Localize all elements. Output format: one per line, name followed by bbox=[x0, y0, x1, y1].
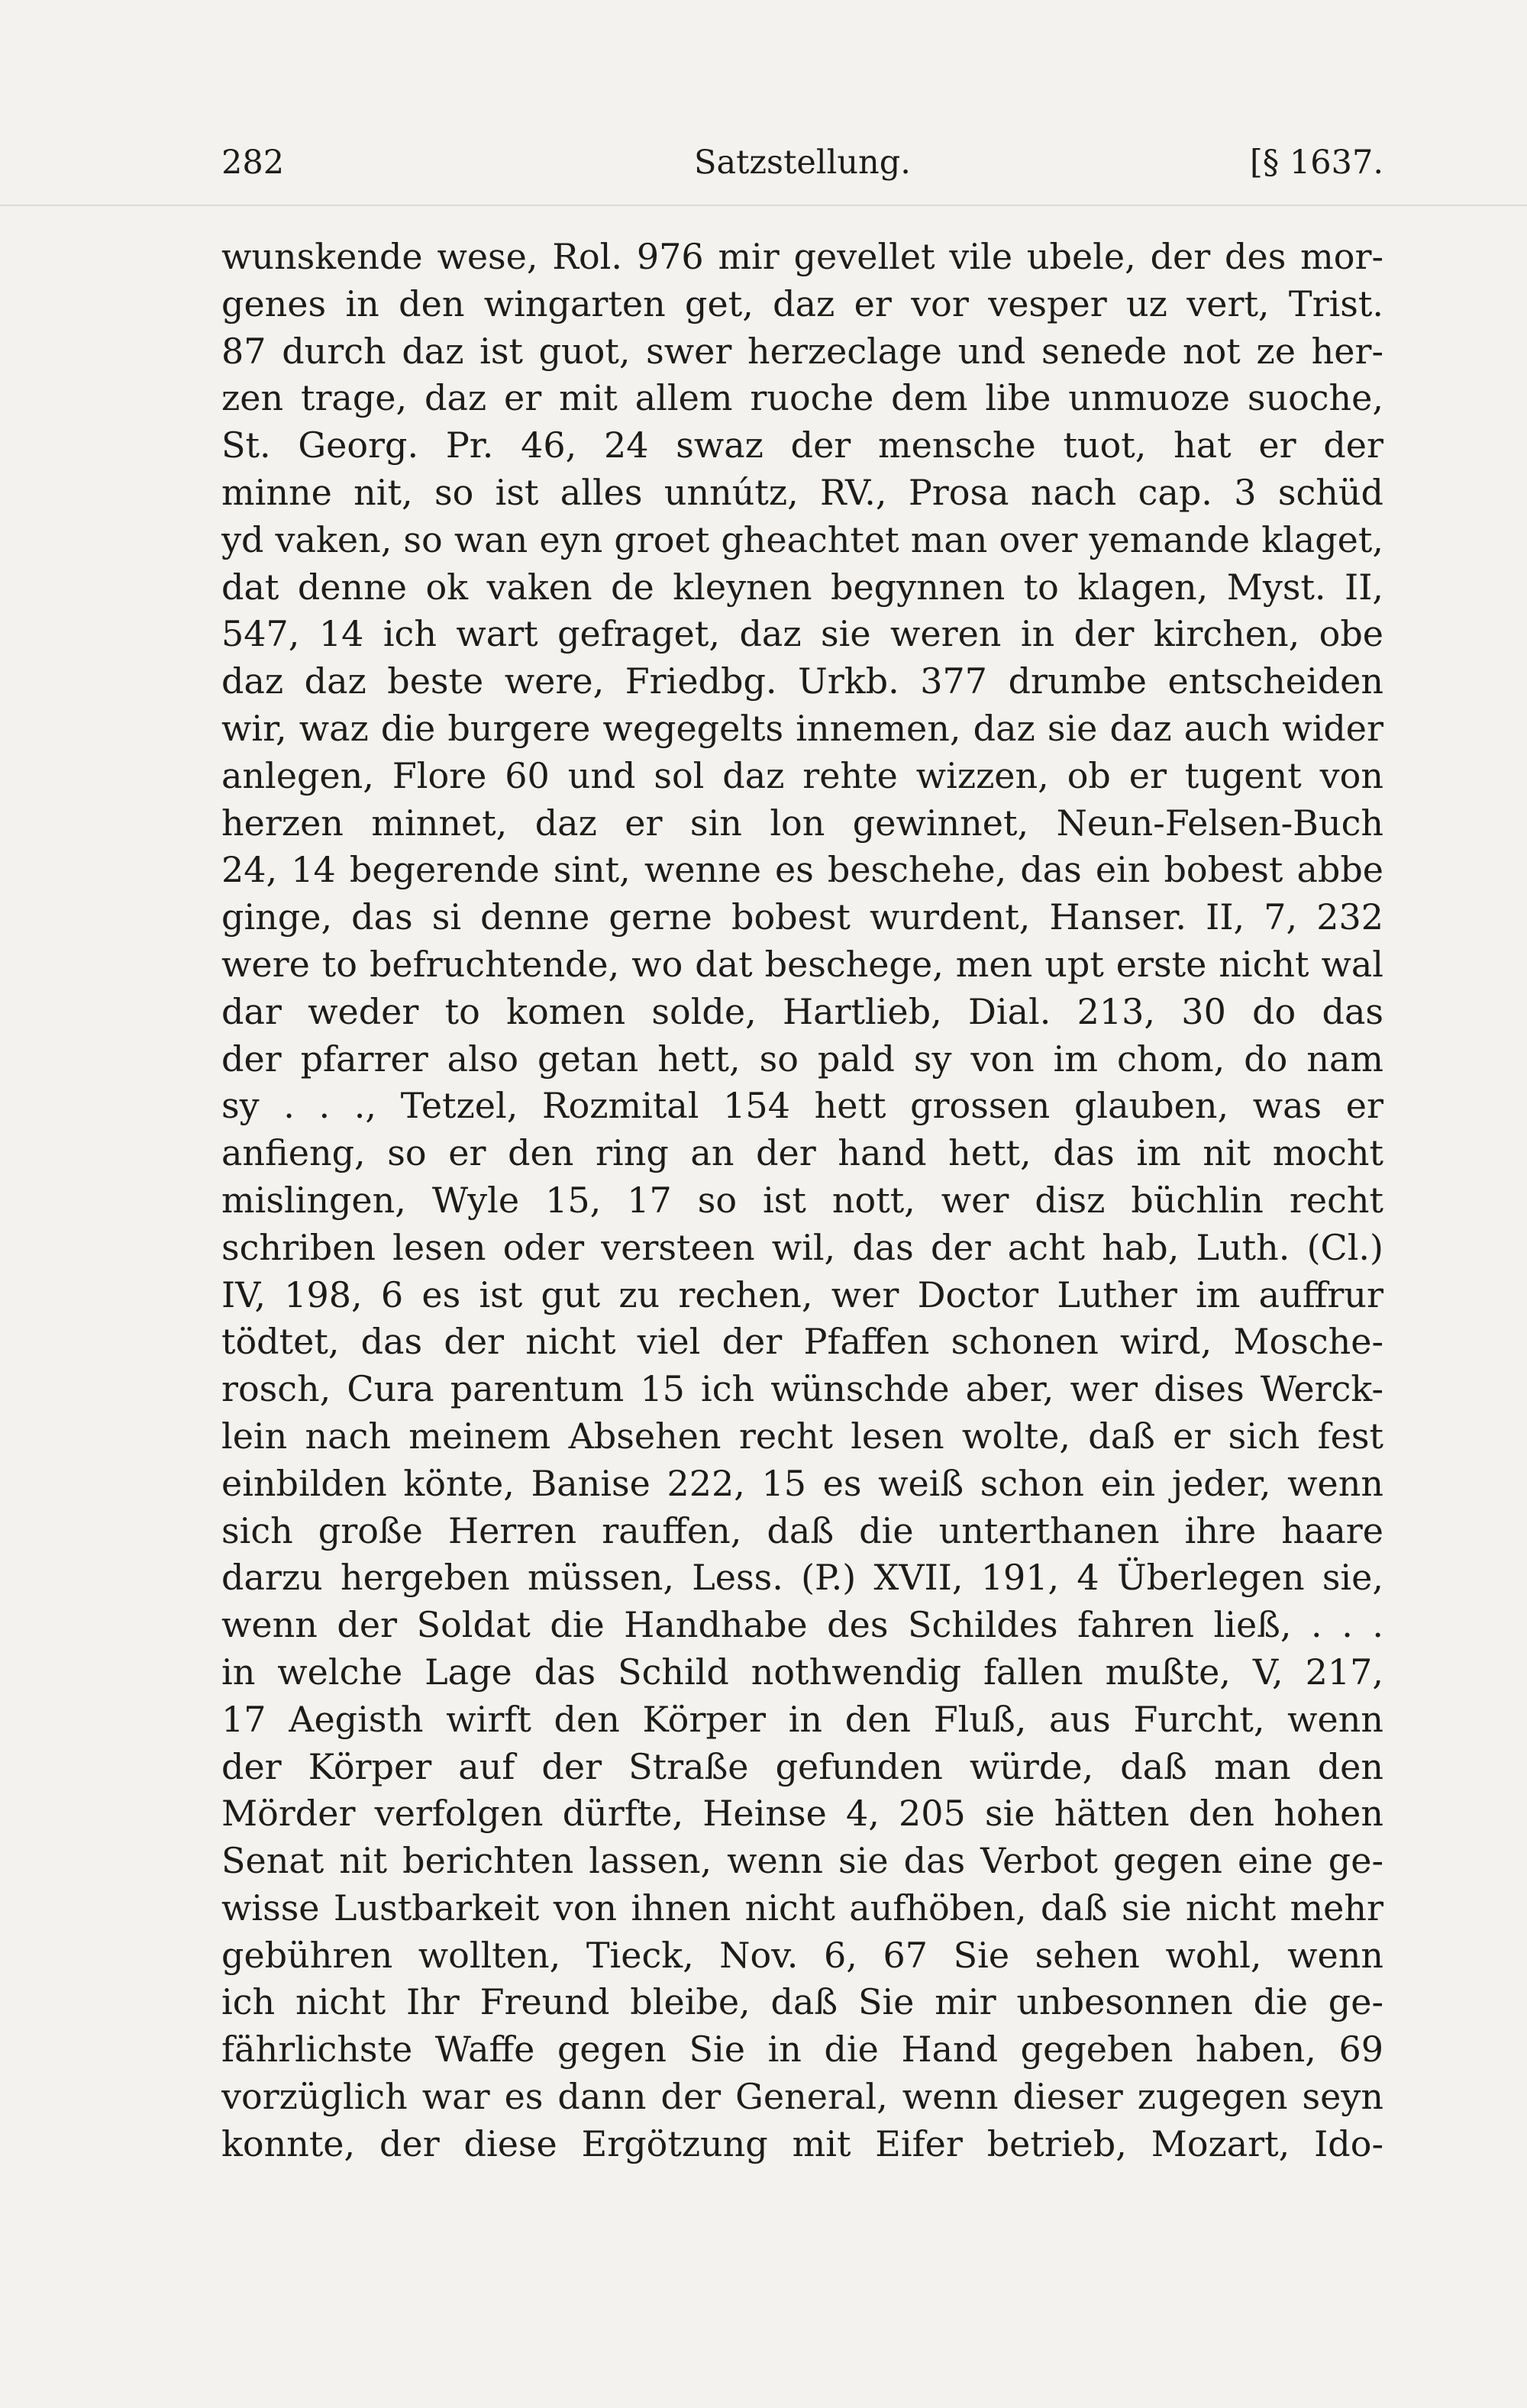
text-line: mislingen, Wyle 15, 17 so ist nott, wer disz büchlin recht bbox=[221, 1179, 1383, 1221]
text-line: St. Georg. Pr. 46, 24 swaz der mensche tuot, hat er der bbox=[221, 424, 1383, 466]
text-line: anfieng, so er den ring an der hand hett, das im nit mocht bbox=[221, 1132, 1383, 1174]
text-line: rosch, Cura parentum 15 ich wünschde aber, wer dises Werck- bbox=[221, 1368, 1383, 1410]
text-line: einbilden könte, Banise 222, 15 es weiß schon ein jeder, wenn bbox=[221, 1462, 1383, 1504]
text-line: ginge, das si denne gerne bobest wurdent, Hanser. II, 7, 232 bbox=[221, 896, 1383, 938]
text-line: lein nach meinem Absehen recht lesen wolte, daß er sich fest bbox=[221, 1415, 1383, 1457]
text-line: 17 Aegisth wirft den Körper in den Fluß, aus Furcht, wenn bbox=[221, 1698, 1383, 1740]
text-line: dar weder to komen solde, Hartlieb, Dial. 213, 30 do das bbox=[221, 990, 1383, 1032]
text-line: yd vaken, so wan eyn groet gheachtet man over yemande klaget, bbox=[221, 518, 1383, 560]
text-line: anlegen, Flore 60 und sol daz rehte wizzen, ob er tugent von bbox=[221, 754, 1383, 796]
text-line: Senat nit berichten lassen, wenn sie das Verbot gegen eine ge- bbox=[221, 1840, 1383, 1882]
text-line: were to befruchtende, wo dat beschege, men upt erste nicht wal bbox=[221, 943, 1383, 985]
running-header bbox=[221, 136, 1383, 189]
text-line: konnte, der diese Ergötzung mit Eifer betrieb, Mozart, Ido- bbox=[221, 2122, 1383, 2164]
section-reference: [§ 1637. bbox=[1249, 144, 1383, 182]
text-line: der pfarrer also getan hett, so pald sy von im chom, do nam bbox=[221, 1038, 1383, 1080]
text-line: 24, 14 begerende sint, wenne es beschehe, das ein bobest abbe bbox=[221, 849, 1383, 891]
text-line: ich nicht Ihr Freund bleibe, daß Sie mir unbesonnen die ge- bbox=[221, 1981, 1383, 2023]
text-line: darzu hergeben müssen, Less. (P.) XVII, 191, 4 Überlegen sie, bbox=[221, 1557, 1383, 1599]
running-title: Satzstellung. bbox=[694, 144, 911, 182]
page-number: 282 bbox=[221, 144, 285, 182]
text-line: wunskende wese, Rol. 976 mir gevellet vile ubele, der des mor- bbox=[221, 236, 1383, 277]
text-line: minne nit, so ist alles unnútz, RV., Prosa nach cap. 3 schüd bbox=[221, 471, 1383, 513]
text-line: Mörder verfolgen dürfte, Heinse 4, 205 sie hätten den hohen bbox=[221, 1793, 1383, 1835]
text-line: sy . . ., Tetzel, Rozmital 154 hett grossen glauben, was er bbox=[221, 1085, 1383, 1127]
text-line: der Körper auf der Straße gefunden würde, daß man den bbox=[221, 1745, 1383, 1787]
text-line: zen trage, daz er mit allem ruoche dem libe unmuoze suoche, bbox=[221, 377, 1383, 419]
text-line: wisse Lustbarkeit von ihnen nicht aufhöben, daß sie nicht mehr bbox=[221, 1887, 1383, 1929]
text-line: fährlichste Waffe gegen Sie in die Hand gegeben haben, 69 bbox=[221, 2029, 1383, 2071]
text-line: genes in den wingarten get, daz er vor vesper uz vert, Trist. bbox=[221, 282, 1383, 324]
text-line: 87 durch daz ist guot, swer herzeclage und senede not ze her- bbox=[221, 330, 1383, 372]
text-line: schriben lesen oder versteen wil, das der acht hab, Luth. (Cl.) bbox=[221, 1226, 1383, 1268]
text-line: dat denne ok vaken de kleynen begynnen to klagen, Myst. II, bbox=[221, 566, 1383, 608]
text-line: 547, 14 ich wart gefraget, daz sie weren in der kirchen, obe bbox=[221, 613, 1383, 655]
text-line: herzen minnet, daz er sin lon gewinnet, Neun-Felsen-Buch bbox=[221, 802, 1383, 844]
text-line: daz daz beste were, Friedbg. Urkb. 377 drumbe entscheiden bbox=[221, 660, 1383, 702]
text-line: gebühren wollten, Tieck, Nov. 6, 67 Sie sehen wohl, wenn bbox=[221, 1934, 1383, 1976]
text-line: sich große Herren rauffen, daß die unterthanen ihre haare bbox=[221, 1509, 1383, 1551]
text-line: in welche Lage das Schild nothwendig fallen mußte, V, 217, bbox=[221, 1651, 1383, 1693]
text-line: wenn der Soldat die Handhabe des Schildes fahren ließ, . . . bbox=[221, 1604, 1383, 1646]
body-text bbox=[221, 234, 1383, 2168]
text-line: vorzüglich war es dann der General, wenn dieser zugegen seyn bbox=[221, 2076, 1383, 2118]
text-line: IV, 198, 6 es ist gut zu rechen, wer Doctor Luther im auffrur bbox=[221, 1273, 1383, 1315]
text-line: tödtet, das der nicht viel der Pfaffen schonen wird, Mosche- bbox=[221, 1321, 1383, 1363]
text-line: wir, waz die burgere wegegelts innemen, daz sie daz auch wider bbox=[221, 707, 1383, 749]
header-rule bbox=[0, 205, 1527, 206]
